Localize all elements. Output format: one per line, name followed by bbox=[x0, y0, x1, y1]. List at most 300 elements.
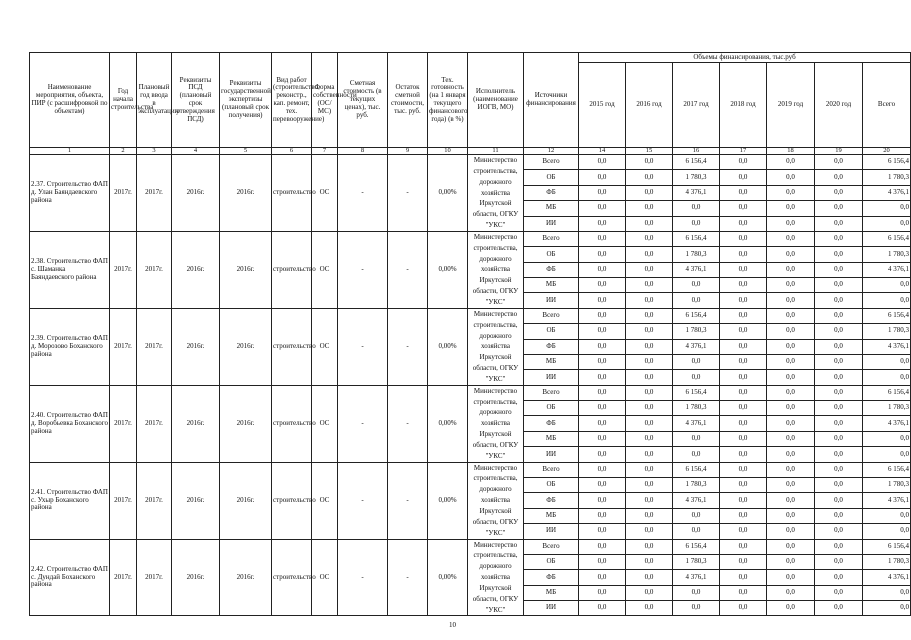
column-number: 5 bbox=[220, 148, 272, 155]
funding-source: Всего bbox=[524, 539, 579, 554]
funding-total: 1 780,3 bbox=[863, 247, 911, 262]
funding-total: 1 780,3 bbox=[863, 324, 911, 339]
funding-value: 0,0 bbox=[815, 170, 863, 185]
financing-table-sheet bbox=[29, 52, 911, 616]
funding-value: 0,0 bbox=[767, 554, 815, 569]
funding-value: 0,0 bbox=[626, 155, 673, 170]
readiness-percent: 0,00% bbox=[428, 462, 468, 539]
funding-total: 6 156,4 bbox=[863, 462, 911, 477]
table-row bbox=[30, 539, 911, 554]
funding-value: 0,0 bbox=[767, 385, 815, 400]
funding-value: 0,0 bbox=[720, 554, 767, 569]
funding-value: 0,0 bbox=[579, 370, 626, 385]
funding-value: 0,0 bbox=[767, 324, 815, 339]
funding-value: 0,0 bbox=[579, 462, 626, 477]
funding-value: 0,0 bbox=[815, 416, 863, 431]
funding-total: 0,0 bbox=[863, 585, 911, 600]
funding-value: 0,0 bbox=[815, 308, 863, 323]
start-year: 2017г. bbox=[110, 462, 137, 539]
funding-value: 0,0 bbox=[579, 201, 626, 216]
executor: Министерство строительства, дорожного хозяйства Иркутской области, ОГКУ "УКС" bbox=[468, 539, 524, 616]
psd-date: 2016г. bbox=[172, 539, 220, 616]
funding-total: 1 780,3 bbox=[863, 401, 911, 416]
funding-value: 0,0 bbox=[626, 339, 673, 354]
executor: Министерство строительства, дорожного хозяйства Иркутской области, ОГКУ "УКС" bbox=[468, 155, 524, 232]
funding-value: 0,0 bbox=[815, 401, 863, 416]
estimate-cost: - bbox=[338, 231, 388, 308]
column-number: 7 bbox=[312, 148, 338, 155]
funding-source: ОБ bbox=[524, 247, 579, 262]
funding-value: 0,0 bbox=[767, 293, 815, 308]
funding-source: ИИ bbox=[524, 293, 579, 308]
funding-value: 0,0 bbox=[720, 308, 767, 323]
funding-value: 0,0 bbox=[767, 339, 815, 354]
funding-value: 0,0 bbox=[720, 185, 767, 200]
funding-value: 0,0 bbox=[767, 539, 815, 554]
column-number: 6 bbox=[272, 148, 312, 155]
funding-value: 0,0 bbox=[720, 170, 767, 185]
funding-source: МБ bbox=[524, 585, 579, 600]
readiness-percent: 0,00% bbox=[428, 539, 468, 616]
funding-value: 0,0 bbox=[626, 170, 673, 185]
funding-value: 0,0 bbox=[767, 462, 815, 477]
column-number: 10 bbox=[428, 148, 468, 155]
funding-value: 0,0 bbox=[767, 262, 815, 277]
estimate-cost: - bbox=[338, 155, 388, 232]
funding-source: Всего bbox=[524, 462, 579, 477]
readiness-percent: 0,00% bbox=[428, 385, 468, 462]
funding-source: ФБ bbox=[524, 262, 579, 277]
table-row bbox=[30, 385, 911, 400]
funding-total: 0,0 bbox=[863, 447, 911, 462]
funding-total: 4 376,1 bbox=[863, 570, 911, 585]
project-name: 2.40. Строительство ФАП д. Воробьевка Боханского района bbox=[30, 385, 110, 462]
column-number: 2 bbox=[110, 148, 137, 155]
financing-table bbox=[29, 52, 911, 616]
funding-value: 0,0 bbox=[579, 570, 626, 585]
funding-value: 0,0 bbox=[626, 231, 673, 246]
funding-value: 1 780,3 bbox=[673, 247, 720, 262]
funding-value: 0,0 bbox=[815, 278, 863, 293]
header-year-2018: 2018 год bbox=[720, 63, 767, 148]
ownership-form: ОС bbox=[312, 385, 338, 462]
column-number: 15 bbox=[626, 148, 673, 155]
funding-value: 0,0 bbox=[626, 570, 673, 585]
funding-value: 0,0 bbox=[815, 262, 863, 277]
header-readiness: Тех. готовность (на 1 января текущего финансового года) (в %) bbox=[428, 53, 468, 148]
funding-source: ФБ bbox=[524, 185, 579, 200]
funding-source: МБ bbox=[524, 278, 579, 293]
funding-value: 0,0 bbox=[579, 231, 626, 246]
funding-value: 0,0 bbox=[815, 324, 863, 339]
funding-total: 4 376,1 bbox=[863, 493, 911, 508]
work-type: строительство bbox=[272, 539, 312, 616]
funding-value: 0,0 bbox=[767, 308, 815, 323]
funding-value: 0,0 bbox=[673, 370, 720, 385]
funding-total: 6 156,4 bbox=[863, 385, 911, 400]
funding-value: 0,0 bbox=[626, 293, 673, 308]
column-number: 11 bbox=[468, 148, 524, 155]
funding-source: МБ bbox=[524, 201, 579, 216]
funding-value: 0,0 bbox=[626, 216, 673, 231]
funding-value: 1 780,3 bbox=[673, 401, 720, 416]
funding-total: 0,0 bbox=[863, 601, 911, 616]
funding-value: 0,0 bbox=[579, 539, 626, 554]
funding-value: 0,0 bbox=[720, 216, 767, 231]
funding-value: 0,0 bbox=[767, 155, 815, 170]
ownership-form: ОС bbox=[312, 308, 338, 385]
funding-value: 0,0 bbox=[579, 339, 626, 354]
funding-value: 0,0 bbox=[815, 447, 863, 462]
funding-value: 0,0 bbox=[815, 370, 863, 385]
funding-value: 0,0 bbox=[767, 601, 815, 616]
funding-value: 0,0 bbox=[767, 431, 815, 446]
funding-total: 0,0 bbox=[863, 293, 911, 308]
funding-value: 0,0 bbox=[767, 401, 815, 416]
funding-value: 0,0 bbox=[626, 324, 673, 339]
funding-value: 4 376,1 bbox=[673, 416, 720, 431]
project-name: 2.42. Строительство ФАП с. Дундай Боханского района bbox=[30, 539, 110, 616]
funding-value: 0,0 bbox=[720, 401, 767, 416]
funding-value: 0,0 bbox=[815, 231, 863, 246]
funding-value: 0,0 bbox=[767, 201, 815, 216]
funding-value: 0,0 bbox=[626, 201, 673, 216]
funding-value: 0,0 bbox=[720, 431, 767, 446]
funding-value: 0,0 bbox=[815, 493, 863, 508]
start-year: 2017г. bbox=[110, 539, 137, 616]
header-year-2019: 2019 год bbox=[767, 63, 815, 148]
column-number: 1 bbox=[30, 148, 110, 155]
column-number: 12 bbox=[524, 148, 579, 155]
work-type: строительство bbox=[272, 462, 312, 539]
funding-value: 0,0 bbox=[815, 201, 863, 216]
funding-source: ИИ bbox=[524, 447, 579, 462]
funding-source: Всего bbox=[524, 231, 579, 246]
funding-value: 4 376,1 bbox=[673, 262, 720, 277]
funding-value: 0,0 bbox=[815, 431, 863, 446]
funding-value: 0,0 bbox=[673, 278, 720, 293]
funding-value: 0,0 bbox=[626, 478, 673, 493]
project-name: 2.37. Строительство ФАП д. Улан Баяндаевского района bbox=[30, 155, 110, 232]
funding-value: 0,0 bbox=[815, 216, 863, 231]
executor: Министерство строительства, дорожного хозяйства Иркутской области, ОГКУ "УКС" bbox=[468, 308, 524, 385]
funding-total: 6 156,4 bbox=[863, 231, 911, 246]
header-remaining: Остаток сметной стоимости, тыс. руб. bbox=[388, 53, 428, 148]
funding-value: 0,0 bbox=[767, 231, 815, 246]
estimate-cost: - bbox=[338, 462, 388, 539]
remaining-cost: - bbox=[388, 539, 428, 616]
column-number: 8 bbox=[338, 148, 388, 155]
page-number: 10 bbox=[449, 621, 456, 629]
header-start-year: Год начала строительства bbox=[110, 53, 137, 148]
funding-value: 0,0 bbox=[767, 570, 815, 585]
estimate-cost: - bbox=[338, 385, 388, 462]
funding-total: 0,0 bbox=[863, 370, 911, 385]
funding-value: 0,0 bbox=[815, 539, 863, 554]
funding-value: 0,0 bbox=[626, 401, 673, 416]
header-ownership: Форма собственности (ОС/МС) bbox=[312, 53, 338, 148]
funding-value: 4 376,1 bbox=[673, 493, 720, 508]
funding-value: 0,0 bbox=[720, 585, 767, 600]
remaining-cost: - bbox=[388, 231, 428, 308]
funding-value: 0,0 bbox=[815, 339, 863, 354]
funding-value: 0,0 bbox=[626, 601, 673, 616]
funding-value: 0,0 bbox=[720, 231, 767, 246]
funding-value: 0,0 bbox=[767, 170, 815, 185]
funding-value: 0,0 bbox=[767, 185, 815, 200]
funding-value: 0,0 bbox=[815, 524, 863, 539]
funding-total: 1 780,3 bbox=[863, 170, 911, 185]
remaining-cost: - bbox=[388, 308, 428, 385]
funding-value: 1 780,3 bbox=[673, 170, 720, 185]
header-psd: Реквизиты ПСД (плановый срок утверждения ПСД) bbox=[172, 53, 220, 148]
commission-year: 2017г. bbox=[137, 539, 172, 616]
funding-value: 0,0 bbox=[579, 447, 626, 462]
expertise-date: 2016г. bbox=[220, 231, 272, 308]
column-number: 19 bbox=[815, 148, 863, 155]
funding-value: 0,0 bbox=[720, 493, 767, 508]
funding-source: МБ bbox=[524, 508, 579, 523]
funding-value: 0,0 bbox=[720, 278, 767, 293]
funding-value: 0,0 bbox=[815, 293, 863, 308]
funding-value: 0,0 bbox=[767, 370, 815, 385]
funding-value: 0,0 bbox=[673, 216, 720, 231]
funding-value: 0,0 bbox=[720, 339, 767, 354]
psd-date: 2016г. bbox=[172, 231, 220, 308]
funding-value: 0,0 bbox=[626, 493, 673, 508]
commission-year: 2017г. bbox=[137, 155, 172, 232]
funding-value: 6 156,4 bbox=[673, 231, 720, 246]
project-name: 2.38. Строительство ФАП с. Шаманка Баяндаевского района bbox=[30, 231, 110, 308]
executor: Министерство строительства, дорожного хозяйства Иркутской области, ОГКУ "УКС" bbox=[468, 385, 524, 462]
funding-value: 0,0 bbox=[767, 416, 815, 431]
funding-value: 0,0 bbox=[815, 462, 863, 477]
project-name: 2.39. Строительство ФАП д. Морозово Боханского района bbox=[30, 308, 110, 385]
table-body bbox=[30, 148, 911, 616]
estimate-cost: - bbox=[338, 539, 388, 616]
funding-value: 0,0 bbox=[673, 508, 720, 523]
expertise-date: 2016г. bbox=[220, 155, 272, 232]
funding-value: 0,0 bbox=[579, 493, 626, 508]
funding-value: 0,0 bbox=[767, 354, 815, 369]
funding-total: 0,0 bbox=[863, 524, 911, 539]
funding-value: 0,0 bbox=[815, 508, 863, 523]
funding-value: 0,0 bbox=[626, 308, 673, 323]
funding-value: 0,0 bbox=[579, 262, 626, 277]
psd-date: 2016г. bbox=[172, 155, 220, 232]
header-work-type: Вид работ (строительство, реконстр., кап. ремонт, тех. перевооружение) bbox=[272, 53, 312, 148]
funding-source: ОБ bbox=[524, 478, 579, 493]
table-row bbox=[30, 231, 911, 246]
column-number: 9 bbox=[388, 148, 428, 155]
column-number: 16 bbox=[673, 148, 720, 155]
funding-value: 0,0 bbox=[579, 155, 626, 170]
remaining-cost: - bbox=[388, 155, 428, 232]
funding-value: 0,0 bbox=[767, 247, 815, 262]
funding-value: 0,0 bbox=[720, 293, 767, 308]
funding-value: 0,0 bbox=[673, 601, 720, 616]
funding-value: 4 376,1 bbox=[673, 570, 720, 585]
funding-value: 0,0 bbox=[579, 170, 626, 185]
funding-value: 0,0 bbox=[626, 462, 673, 477]
funding-total: 4 376,1 bbox=[863, 185, 911, 200]
funding-value: 6 156,4 bbox=[673, 462, 720, 477]
funding-source: Всего bbox=[524, 308, 579, 323]
table-row bbox=[30, 308, 911, 323]
funding-source: ИИ bbox=[524, 524, 579, 539]
funding-source: ОБ bbox=[524, 170, 579, 185]
funding-value: 0,0 bbox=[815, 570, 863, 585]
start-year: 2017г. bbox=[110, 308, 137, 385]
funding-value: 0,0 bbox=[626, 431, 673, 446]
funding-total: 1 780,3 bbox=[863, 478, 911, 493]
funding-total: 4 376,1 bbox=[863, 339, 911, 354]
funding-value: 0,0 bbox=[720, 324, 767, 339]
funding-source: ИИ bbox=[524, 370, 579, 385]
work-type: строительство bbox=[272, 385, 312, 462]
funding-value: 1 780,3 bbox=[673, 478, 720, 493]
funding-value: 0,0 bbox=[767, 447, 815, 462]
funding-source: Всего bbox=[524, 155, 579, 170]
funding-value: 0,0 bbox=[815, 247, 863, 262]
table-row bbox=[30, 462, 911, 477]
ownership-form: ОС bbox=[312, 155, 338, 232]
header-volumes: Объемы финансирования, тыс.руб bbox=[579, 53, 911, 63]
funding-value: 0,0 bbox=[767, 278, 815, 293]
funding-value: 0,0 bbox=[720, 478, 767, 493]
funding-total: 0,0 bbox=[863, 201, 911, 216]
commission-year: 2017г. bbox=[137, 231, 172, 308]
funding-value: 0,0 bbox=[579, 508, 626, 523]
funding-source: МБ bbox=[524, 431, 579, 446]
funding-value: 0,0 bbox=[720, 416, 767, 431]
funding-value: 0,0 bbox=[815, 185, 863, 200]
funding-value: 0,0 bbox=[626, 354, 673, 369]
funding-value: 0,0 bbox=[579, 585, 626, 600]
funding-value: 0,0 bbox=[579, 401, 626, 416]
funding-value: 0,0 bbox=[720, 601, 767, 616]
funding-total: 0,0 bbox=[863, 508, 911, 523]
funding-source: ОБ bbox=[524, 324, 579, 339]
funding-value: 0,0 bbox=[720, 524, 767, 539]
funding-value: 0,0 bbox=[579, 385, 626, 400]
funding-value: 0,0 bbox=[815, 155, 863, 170]
funding-value: 0,0 bbox=[626, 524, 673, 539]
funding-value: 0,0 bbox=[579, 185, 626, 200]
funding-value: 0,0 bbox=[720, 201, 767, 216]
funding-value: 0,0 bbox=[767, 508, 815, 523]
readiness-percent: 0,00% bbox=[428, 231, 468, 308]
funding-value: 0,0 bbox=[579, 416, 626, 431]
estimate-cost: - bbox=[338, 308, 388, 385]
funding-source: Всего bbox=[524, 385, 579, 400]
funding-value: 0,0 bbox=[720, 447, 767, 462]
funding-value: 0,0 bbox=[579, 478, 626, 493]
funding-value: 0,0 bbox=[720, 508, 767, 523]
funding-source: ИИ bbox=[524, 601, 579, 616]
funding-value: 0,0 bbox=[626, 185, 673, 200]
funding-value: 0,0 bbox=[626, 247, 673, 262]
executor: Министерство строительства, дорожного хозяйства Иркутской области, ОГКУ "УКС" bbox=[468, 231, 524, 308]
funding-value: 0,0 bbox=[579, 216, 626, 231]
funding-value: 0,0 bbox=[673, 447, 720, 462]
column-number: 20 bbox=[863, 148, 911, 155]
funding-value: 6 156,4 bbox=[673, 155, 720, 170]
funding-total: 6 156,4 bbox=[863, 539, 911, 554]
funding-value: 0,0 bbox=[720, 385, 767, 400]
funding-value: 0,0 bbox=[579, 524, 626, 539]
funding-value: 0,0 bbox=[579, 293, 626, 308]
commission-year: 2017г. bbox=[137, 308, 172, 385]
funding-value: 0,0 bbox=[626, 416, 673, 431]
column-number: 17 bbox=[720, 148, 767, 155]
header-commission-year: Плановый год ввода в эксплуатацию bbox=[137, 53, 172, 148]
column-number-row bbox=[30, 148, 911, 155]
expertise-date: 2016г. bbox=[220, 308, 272, 385]
column-number: 14 bbox=[579, 148, 626, 155]
project-name: 2.41. Строительство ФАП с. Ухыр Боханского района bbox=[30, 462, 110, 539]
funding-value: 0,0 bbox=[815, 585, 863, 600]
start-year: 2017г. bbox=[110, 155, 137, 232]
funding-source: ФБ bbox=[524, 416, 579, 431]
readiness-percent: 0,00% bbox=[428, 308, 468, 385]
header-sources: Источники финансирования bbox=[524, 53, 579, 148]
funding-value: 4 376,1 bbox=[673, 185, 720, 200]
funding-value: 0,0 bbox=[579, 554, 626, 569]
remaining-cost: - bbox=[388, 385, 428, 462]
table-row bbox=[30, 155, 911, 170]
commission-year: 2017г. bbox=[137, 462, 172, 539]
funding-value: 0,0 bbox=[626, 385, 673, 400]
executor: Министерство строительства, дорожного хозяйства Иркутской области, ОГКУ "УКС" bbox=[468, 462, 524, 539]
funding-value: 6 156,4 bbox=[673, 385, 720, 400]
readiness-percent: 0,00% bbox=[428, 155, 468, 232]
funding-value: 0,0 bbox=[626, 370, 673, 385]
funding-total: 6 156,4 bbox=[863, 308, 911, 323]
ownership-form: ОС bbox=[312, 231, 338, 308]
expertise-date: 2016г. bbox=[220, 462, 272, 539]
funding-value: 0,0 bbox=[626, 554, 673, 569]
header-executor: Исполнитель (наименование ИОГВ, МО) bbox=[468, 53, 524, 148]
work-type: строительство bbox=[272, 308, 312, 385]
funding-total: 0,0 bbox=[863, 354, 911, 369]
funding-value: 1 780,3 bbox=[673, 554, 720, 569]
header-total: Всего bbox=[863, 63, 911, 148]
funding-value: 0,0 bbox=[767, 478, 815, 493]
funding-value: 0,0 bbox=[815, 385, 863, 400]
ownership-form: ОС bbox=[312, 539, 338, 616]
funding-value: 0,0 bbox=[626, 278, 673, 293]
funding-value: 0,0 bbox=[720, 539, 767, 554]
header-year-2020: 2020 год bbox=[815, 63, 863, 148]
funding-total: 4 376,1 bbox=[863, 416, 911, 431]
column-number: 3 bbox=[137, 148, 172, 155]
funding-source: ОБ bbox=[524, 554, 579, 569]
funding-value: 0,0 bbox=[626, 262, 673, 277]
funding-value: 0,0 bbox=[720, 462, 767, 477]
funding-value: 0,0 bbox=[673, 354, 720, 369]
start-year: 2017г. bbox=[110, 231, 137, 308]
commission-year: 2017г. bbox=[137, 385, 172, 462]
funding-value: 0,0 bbox=[579, 431, 626, 446]
funding-value: 0,0 bbox=[720, 247, 767, 262]
funding-value: 0,0 bbox=[815, 478, 863, 493]
funding-source: ОБ bbox=[524, 401, 579, 416]
funding-value: 0,0 bbox=[720, 354, 767, 369]
funding-value: 0,0 bbox=[626, 585, 673, 600]
expertise-date: 2016г. bbox=[220, 539, 272, 616]
header-year-2017: 2017 год bbox=[673, 63, 720, 148]
